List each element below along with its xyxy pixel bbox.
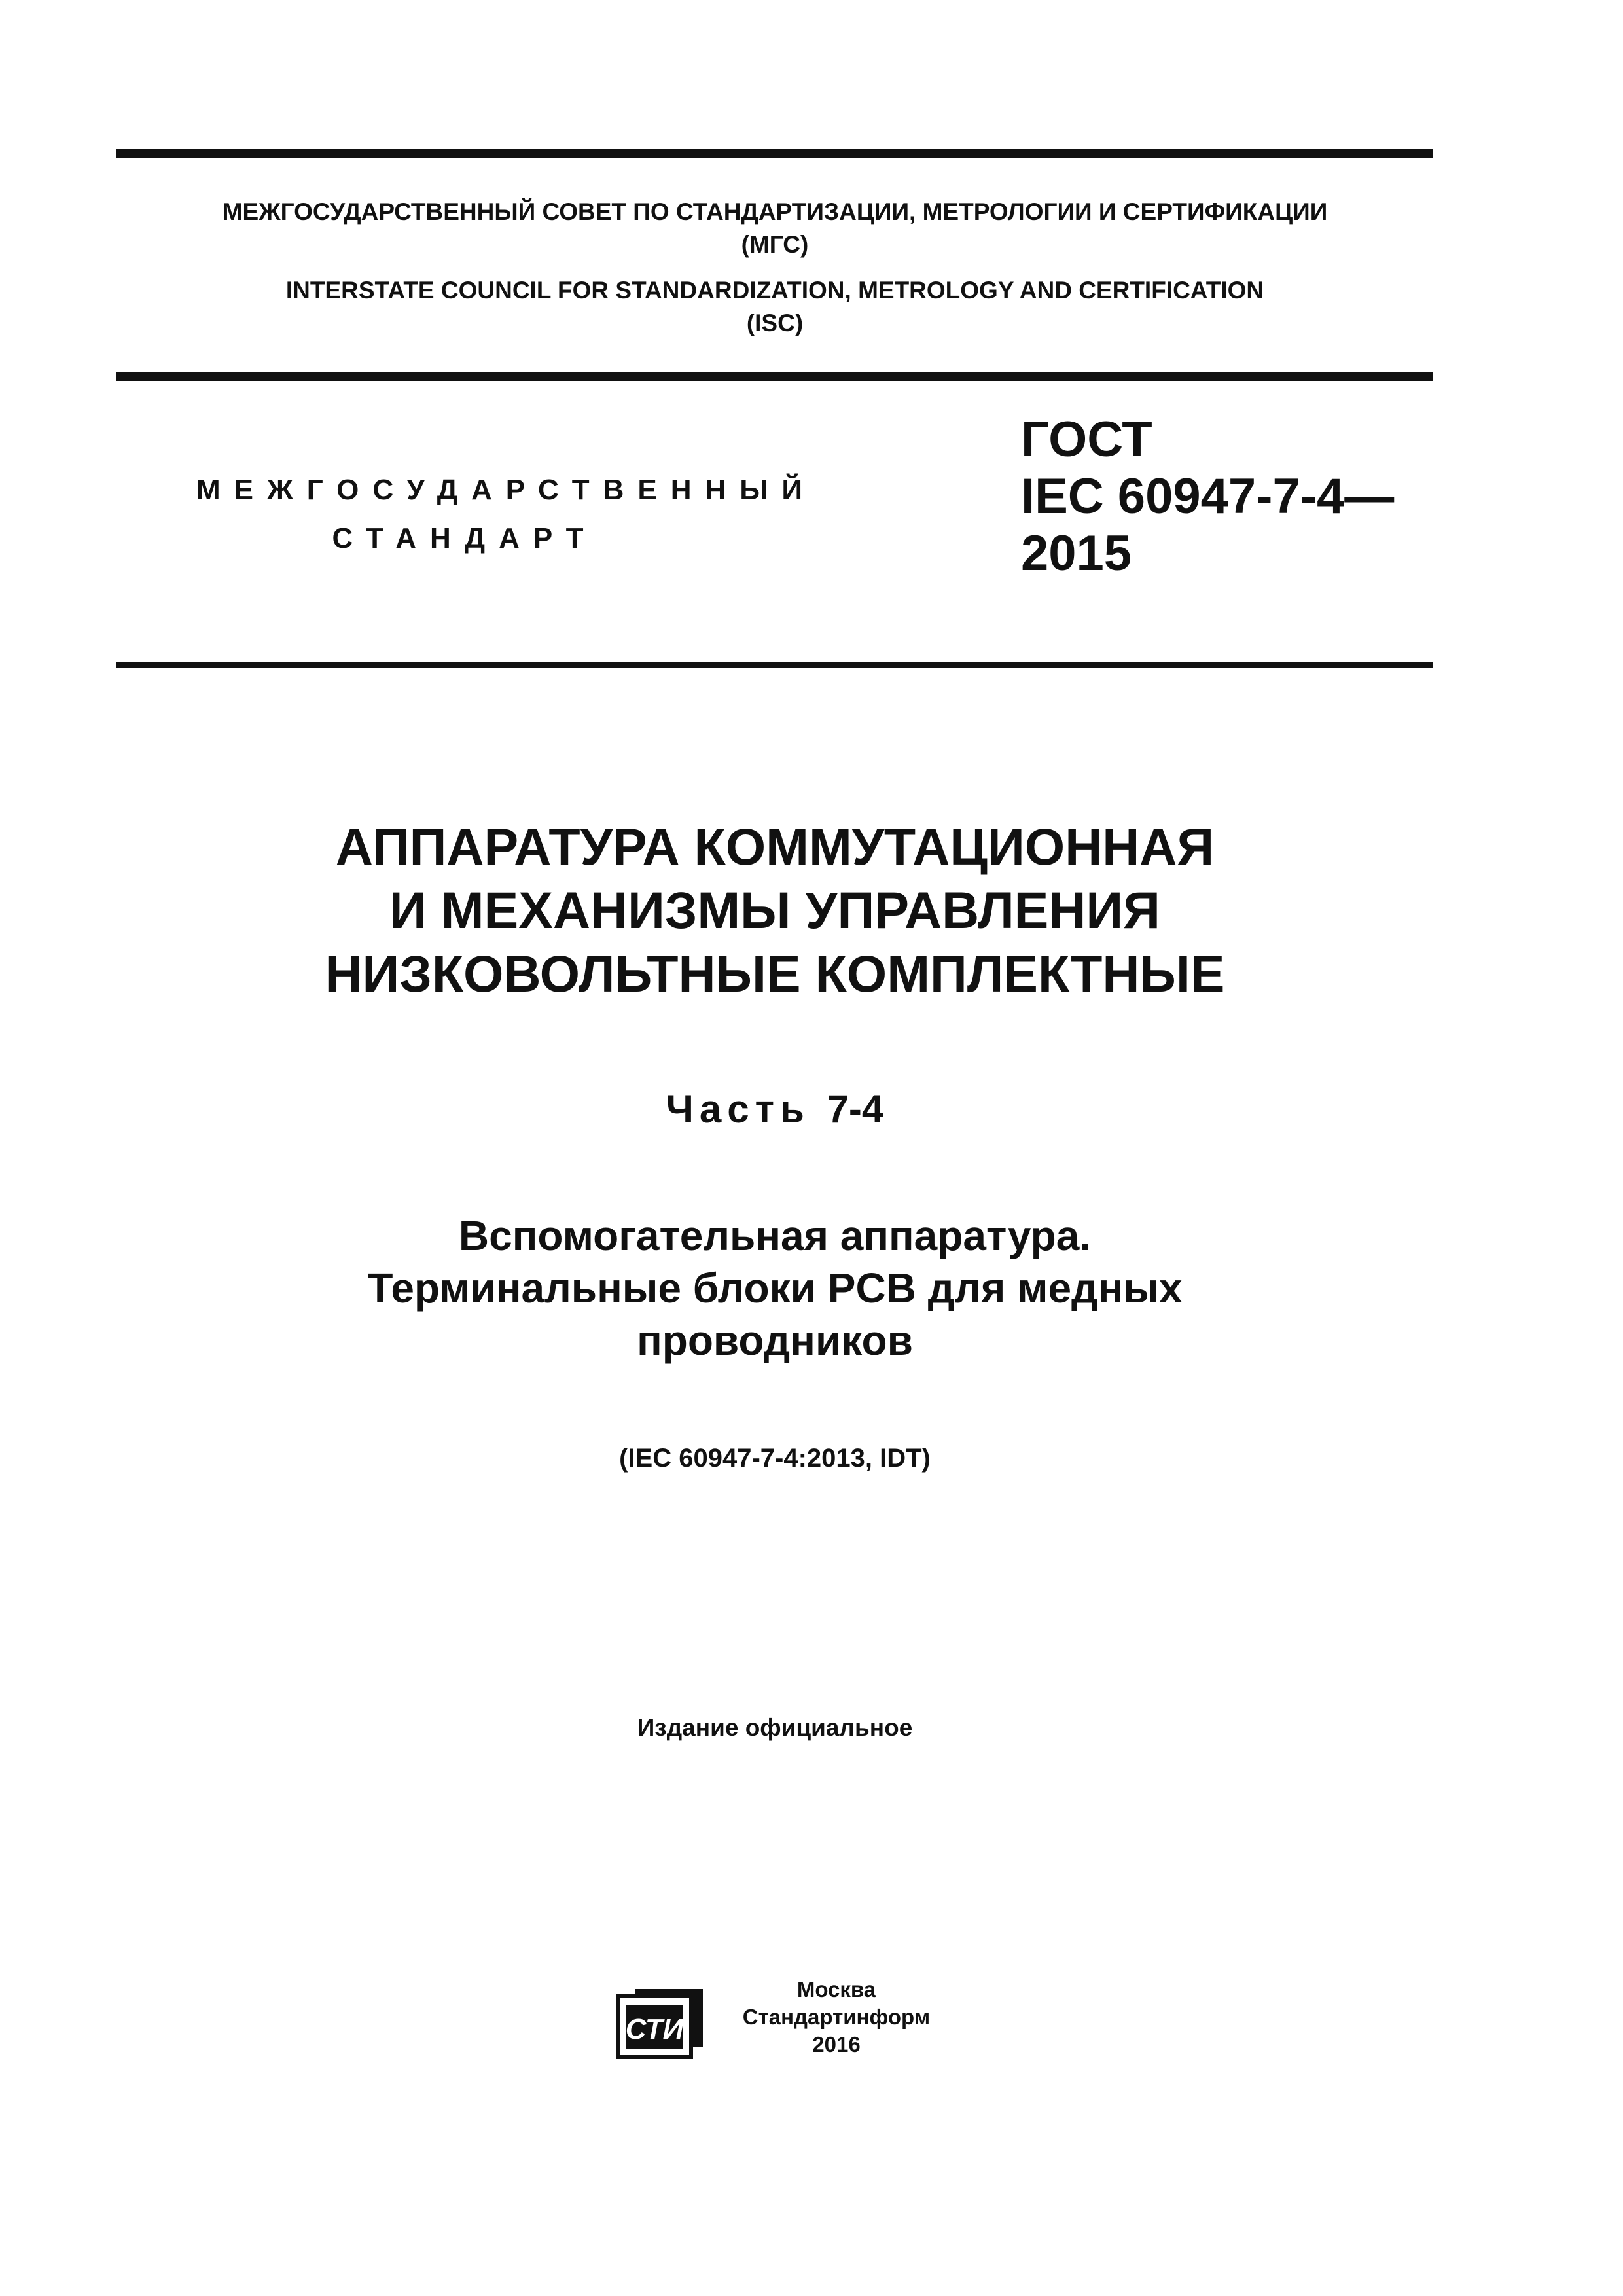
title-line3: НИЗКОВОЛЬТНЫЕ КОМПЛЕКТНЫЕ — [325, 944, 1225, 1003]
designation-line3: 2015 — [1021, 526, 1132, 581]
council-name-en: INTERSTATE COUNCIL FOR STANDARDIZATION, METROLOGY AND CERTIFICATION — [285, 277, 1264, 304]
publication-year: 2016 — [812, 2032, 861, 2056]
publisher-name: Стандартинформ — [742, 2005, 931, 2029]
standard-type-line1: МЕЖГОСУДАРСТВЕННЫЙ — [196, 474, 816, 506]
standard-type-line2: СТАНДАРТ — [332, 522, 597, 554]
council-name-ru: МЕЖГОСУДАРСТВЕННЫЙ СОВЕТ ПО СТАНДАРТИЗАЦИИ, МЕТРОЛОГИИ И СЕРТИФИКАЦИИ — [222, 198, 1328, 225]
subtitle-line1: Вспомогательная аппаратура. — [458, 1212, 1092, 1259]
subtitle-line2: Терминальные блоки PCB для медных — [367, 1265, 1183, 1312]
top-rule — [116, 149, 1433, 158]
edition-note: Издание официальное — [637, 1714, 913, 1741]
document-title — [116, 815, 1433, 1005]
subtitle-line3: проводников — [637, 1317, 913, 1364]
designation-rule — [116, 662, 1433, 668]
designation-line1: ГОСТ — [1021, 412, 1152, 467]
council-abbr-en: (ISC) — [746, 310, 804, 336]
standartinform-logo-icon — [615, 1986, 705, 2060]
header-rule — [116, 372, 1433, 381]
publisher-city: Москва — [796, 1977, 876, 2001]
logo-graphic — [615, 1986, 705, 2060]
title-line2: И МЕХАНИЗМЫ УПРАВЛЕНИЯ — [389, 881, 1160, 939]
document-subtitle — [116, 1210, 1433, 1367]
designation-line2: IEC 60947-7-4— — [1021, 469, 1395, 524]
standard-designation — [1021, 411, 1394, 582]
iec-identity: (IEC 60947-7-4:2013, IDT) — [619, 1444, 931, 1473]
part-number: 7-4 — [827, 1087, 884, 1131]
standard-type — [196, 466, 816, 563]
publisher-block — [738, 1976, 935, 2058]
council-abbr-ru: (МГС) — [741, 231, 809, 258]
part-label: Часть — [666, 1087, 810, 1131]
logo-text: СТИ — [625, 2013, 684, 2045]
part-heading — [116, 1086, 1433, 1132]
title-line1: АППАРАТУРА КОММУТАЦИОННАЯ — [335, 817, 1215, 876]
